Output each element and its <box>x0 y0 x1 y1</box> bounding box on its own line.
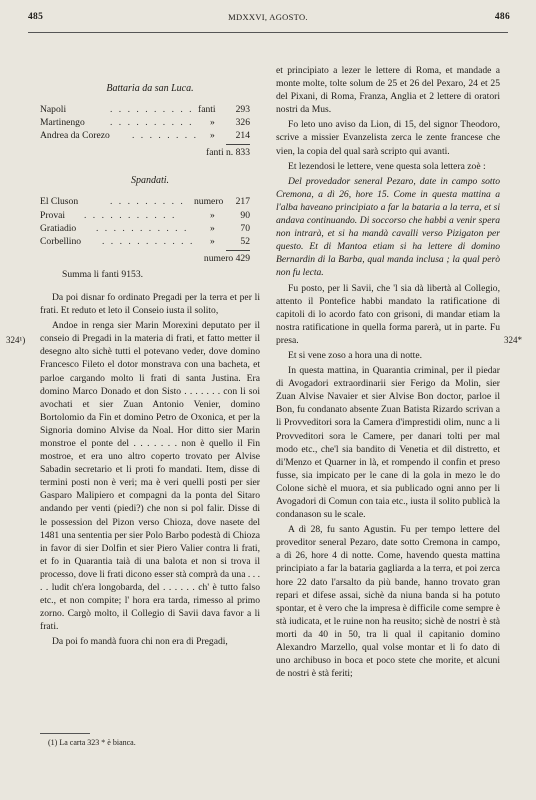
row-value: 293 <box>235 104 250 116</box>
leader-dots: . . . . . . . . . . . <box>84 209 177 221</box>
paragraph: Andoe in renga sier Marin Morexini deputato per il conseio di Pregadi in la materia di frati, et fatto metter il desegno alto sichè tutti el potevano veder, dove domino Francesco Fileto el dotor monstrava con una bacheta, et parloe cargando molto li frati di santa Justina. Era domino Marco Donado et don Sisto . . . . . . . con li soi avochati et sier Zuan Antonio Venier, domino Bortolomio da Fin et domino Petro de Oxonica, et per la Signoria domino Alvise da Noal. Hor ditto sier Marin monstroe el ponte del . . . . . . . non è quello il Fin mostroe, et era uno altro coperto trovato per Alvise Sabadin secretario et li proti fo mandati. Item, disse di termini posti non è veri; ma è veri quelli posti per sier Gasparo Malipiero et compagni da la ponta del Sitaro andando per venti (piedi?) che non si pol falir. Disse di le possession del Pizon verso Chioza, dove nasete del 1481 una sententia per sier Polo Barbo podestà di Chioza in favor di sier Dolfin et sier Piero Valier contra li frati, et fo in Quarantia taià di una balota et non si trova il processo, dove li frati dicono esser stà comprà da una . . . . . ludit ch'era longobarda, del . . . . . . ch' è tutto falso etc., et non compite; l' hora era tarda, rimesso al primo zorno. Cargò molto, il Collegio di Savii dava favor a li frati. <box>40 320 260 633</box>
leader-dots: . . . . . . . . . <box>110 196 185 208</box>
leader-dots: . . . . . . . . . . <box>110 104 194 116</box>
header-rule <box>28 32 508 33</box>
summa-line: Summa li fanti 9153. <box>62 268 144 280</box>
batteria-title: Battaria da san Luca. <box>106 83 194 94</box>
row-value: 52 <box>240 235 250 247</box>
paragraph: Fu posto, per li Savii, che 'l sia dà libertà al Collegio, attento il Pontefice habbi mandato la ratificatione di capitoli di lo acordo fato con grisoni, di mandar etiam la nostra ratificatione in quella forma parerà, ut in parte. Fu presa. <box>276 282 500 346</box>
batteria-total: fanti n. 833 <box>206 147 250 159</box>
running-title: MDXXVI, AGOSTO. <box>228 12 308 22</box>
paragraph: Fo leto uno aviso da Lion, di 15, del signor Theodoro, scrive a missier Evanzelista zerca le zente francese che vien, la copia del qual sarà scripto qui avanti. <box>276 119 500 157</box>
margin-note-right: 324* <box>504 335 522 345</box>
table-row <box>40 222 260 235</box>
paragraph: Et si vene zoso a hora una di notte. <box>288 349 423 361</box>
footnote: (1) La carta 323 * è bianca. <box>48 738 136 747</box>
row-value: 214 <box>235 130 250 142</box>
row-label: » <box>210 235 215 247</box>
leader-dots: . . . . . . . . . . . <box>102 235 195 247</box>
left-column <box>40 64 260 650</box>
row-name: Corbellino <box>40 235 82 247</box>
row-name: Provai <box>40 209 66 221</box>
table-row <box>40 103 260 116</box>
table-row <box>40 129 260 142</box>
table-row <box>40 235 260 248</box>
spandati-title: Spandati. <box>130 175 170 187</box>
table-row <box>40 195 260 208</box>
row-label: » <box>210 117 215 129</box>
paragraph: et principiato a lezer le lettere di Roma, et mandade a monte molte, tolte solum de 25 et 26 del Pexaro, 24 et 25 del Pixani, di Roma, Franza, Anglia et 2 lettere di oratori nostri da Mus. <box>276 65 500 116</box>
left-page-number: 485 <box>28 12 44 22</box>
row-label: fanti <box>198 104 216 116</box>
row-value: 217 <box>235 196 250 208</box>
margin-note-left: 324¹) <box>6 335 26 345</box>
sum-rule <box>40 142 260 146</box>
right-page-number: 486 <box>494 12 510 22</box>
table-row <box>40 209 260 222</box>
row-name: Napoli <box>40 104 67 116</box>
right-column <box>276 64 500 682</box>
row-name: Andrea da Corezo <box>40 130 110 142</box>
row-value: 90 <box>240 209 250 221</box>
row-value: 70 <box>240 222 250 234</box>
page-header <box>18 12 518 28</box>
paragraph: Da poi fo mandà fuora chi non era di Pregadi, <box>52 636 228 648</box>
leader-dots: . . . . . . . . . . <box>110 117 194 129</box>
paragraph: Del provedador seneral Pezaro, date in campo sotto Cremona, a dì 26, hore 15. Come in questa mattina a l'alba haveano principiato a far la bataria a la terra, et si andava continuando. Di soccorso che habbi a venir spera non intrarà, et si ha mandà cavalli verso Pizigaton per questo. Et di Mantoa etiam si ha lettere di domino Bernardin di la Barba, qual manda inclusa ; la qual però non fu lecta. <box>276 175 500 279</box>
paragraph: Da poi disnar fo ordinato Pregadi per la terra et per li frati. Et reduto et leto il Conseio iusta il solito, <box>40 291 260 317</box>
leader-dots: . . . . . . . . . . . <box>96 222 189 234</box>
row-name: Martinengo <box>40 117 85 129</box>
paragraph: In questa mattina, in Quarantia criminal, per il piedar di Avogadori extraordinarii sier Ferigo da Molin, sier Zuan Alvise Navaier et sier Alvise Bon doctor, parloe il Bon, fu condanato absente Zuan Batista Rizardo scrivan a li Provveditori sora la Camera d'imprestidi olim, nunc a li Provveditori sora le Camere, per danari tolti per mal modo etc., che'l sia bandito di Venetia et dil distretto, et di'Menzo et Quarner in là, et rompendo il confin et preso fusse, sia impicato per le cane di la gola in mezo le do Colone sichè el muora, et sia publicado ogni anno per li Avogadori di Comun con taia etc., iusta il solito publicà la condanason su le scale. <box>276 365 500 521</box>
row-value: 326 <box>235 117 250 129</box>
row-name: El Cluson <box>40 196 79 208</box>
row-label: » <box>210 130 215 142</box>
row-label: numero <box>194 196 224 208</box>
row-name: Gratiadio <box>40 222 77 234</box>
row-label: » <box>210 209 215 221</box>
spandati-total: numero 429 <box>203 252 250 264</box>
paragraph: Et lezendosi le lettere, vene questa sola lettera zoè : <box>288 160 486 172</box>
row-label: » <box>210 222 215 234</box>
footnote-rule <box>40 733 90 734</box>
table-row <box>40 116 260 129</box>
leader-dots: . . . . . . . . <box>132 130 198 142</box>
paragraph: A dì 28, fu santo Agustin. Fu per tempo lettere del proveditor seneral Pezaro, date sotto Cremona in campo, a dì 26, hore 4 di notte. Come, havendo questa mattina principiato a far la bataria gagliarda a la terra, et poi zerca hore 22 dato l'arsalto da più bande, hanno trovato gran repari et difese assai, sichè da niuna banda si ha potuto spontar, et è vero che la impresa è difficile come sempre è stà iudicata, et le ruine non ha reusito; sichè de nostri è stà morti da 40 in 50, tra li qual il capitanio domino Alexandro Marzello, qual volse montar et li fo dato di uno archibuso in boca et poco stete che morite, et alcuni de nostri è stà feriti; <box>276 524 500 680</box>
sum-rule <box>40 248 260 252</box>
